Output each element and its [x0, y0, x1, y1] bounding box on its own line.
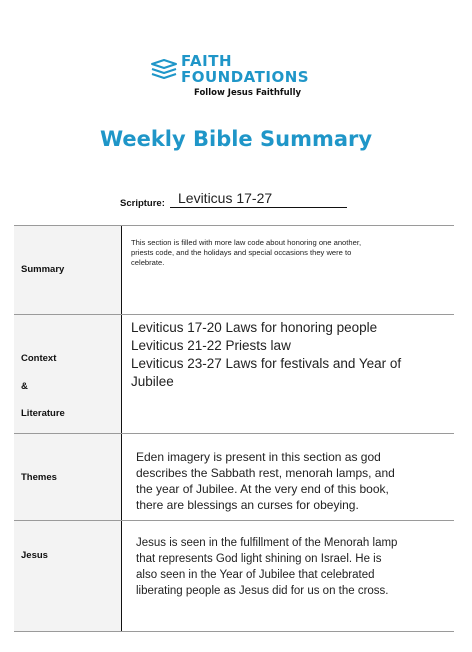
text-line: there are blessings an curses for obeying. [136, 498, 359, 512]
themes-text [136, 449, 454, 513]
text-line: Jesus is seen in the fulfillment of the Menorah lamp [136, 537, 398, 549]
page-title: Weekly Bible Summary [99, 127, 373, 151]
row-label-themes: Themes [21, 472, 57, 483]
row-content-cell [122, 315, 454, 433]
row-label-cell [14, 521, 122, 631]
row-content-cell [122, 434, 454, 520]
scripture-value: Leviticus 17-27 [178, 190, 273, 206]
stacked-books-icon [150, 58, 178, 82]
faith-foundations-logo [150, 52, 330, 104]
brand-name-line2: FOUNDATIONS [181, 68, 310, 86]
row-label-jesus: Jesus [21, 550, 48, 561]
row-label-literature: Literature [21, 408, 65, 419]
text-line: the year of Jubilee. At the very end of this book, [136, 482, 389, 496]
scripture-label: Scripture: [120, 198, 165, 209]
context-text [131, 319, 451, 391]
text-line: celebrate. [131, 258, 165, 267]
text-line: Jubilee [131, 374, 174, 389]
row-label-summary: Summary [21, 264, 65, 275]
brand-name-line1: FAITH [181, 52, 233, 70]
text-line: describes the Sabbath rest, menorah lamps, and [136, 466, 395, 480]
text-line: Leviticus 21-22 Priests law [131, 338, 291, 353]
text-line: Eden imagery is present in this section as god [136, 450, 381, 464]
text-line: liberating people as Jesus did for us on the cross. [136, 585, 389, 597]
table-row-themes [14, 434, 454, 521]
row-label-cell [14, 434, 122, 520]
jesus-text [136, 535, 454, 599]
summary-text [131, 238, 446, 268]
text-line: priests code, and the holidays and special occasions they were to [131, 248, 352, 257]
table-row-summary [14, 225, 454, 315]
row-label-cell [14, 315, 122, 433]
scripture-field [120, 188, 360, 210]
text-line: Leviticus 17-20 Laws for honoring people [131, 320, 378, 335]
summary-table [14, 225, 454, 632]
text-line: also seen in the Year of Jubilee that celebrated [136, 569, 375, 581]
table-row-context [14, 315, 454, 434]
row-label-context: Context [21, 353, 57, 364]
row-content-cell [122, 226, 454, 314]
scripture-underline [170, 207, 347, 208]
row-label-ampersand: & [21, 381, 28, 392]
text-line: that represents God light shining on Israel. He is [136, 553, 382, 565]
text-line: This section is filled with more law code about honoring one another, [131, 238, 362, 247]
text-line: Leviticus 23-27 Laws for festivals and Year of [131, 356, 402, 371]
table-row-jesus [14, 521, 454, 632]
brand-tagline: Follow Jesus Faithfully [194, 88, 302, 98]
row-content-cell [122, 521, 454, 631]
row-label-cell [14, 226, 122, 314]
